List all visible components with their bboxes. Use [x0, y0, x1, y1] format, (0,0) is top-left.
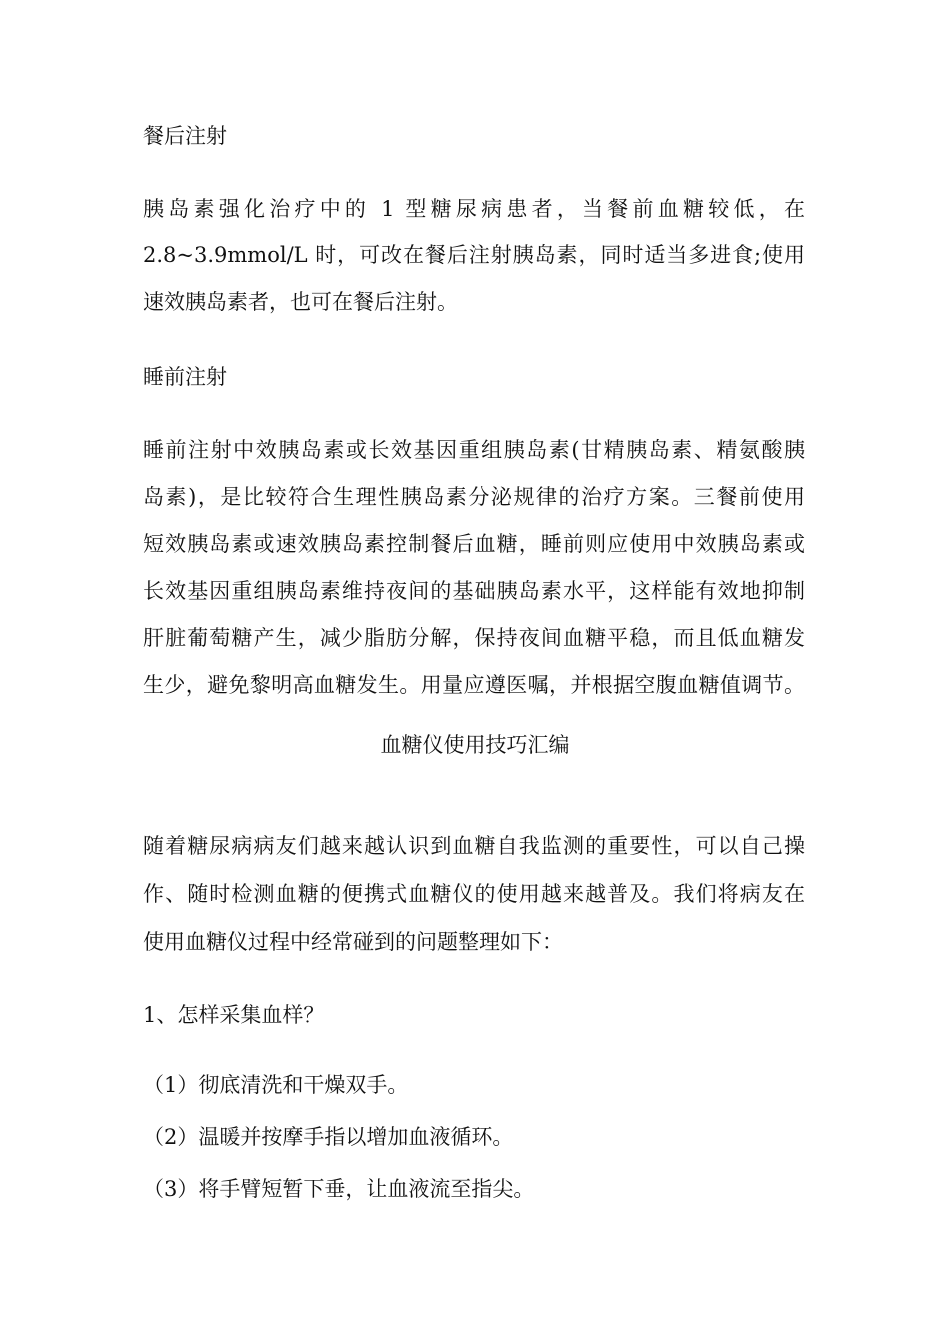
paragraph-line: 作、随时检测血糖的便携式血糖仪的使用越来越普及。我们将病友在 [143, 882, 805, 906]
paragraph-line: 胰岛素强化治疗中的 1 型糖尿病患者，当餐前血糖较低，在 [143, 197, 805, 221]
paragraph-line: 岛素)，是比较符合生理性胰岛素分泌规律的治疗方案。三餐前使用 [143, 485, 805, 509]
list-item: （3）将手臂短暂下垂，让血液流至指尖。 [143, 1177, 535, 1201]
heading-after-meal-injection: 餐后注射 [143, 124, 227, 148]
paragraph-line: 使用血糖仪过程中经常碰到的问题整理如下： [143, 930, 563, 954]
list-item: （2）温暖并按摩手指以增加血液循环。 [143, 1125, 514, 1149]
paragraph-line: 速效胰岛素者，也可在餐后注射。 [143, 290, 458, 314]
paragraph-line: 睡前注射中效胰岛素或长效基因重组胰岛素(甘精胰岛素、精氨酸胰 [143, 438, 805, 462]
question-heading: 1、怎样采集血样？ [143, 1003, 325, 1027]
paragraph-line: 长效基因重组胰岛素维持夜间的基础胰岛素水平，这样能有效地抑制 [143, 579, 805, 603]
paragraph-line: 随着糖尿病病友们越来越认识到血糖自我监测的重要性，可以自己操 [143, 834, 805, 858]
section-title: 血糖仪使用技巧汇编 [380, 733, 570, 757]
heading-bedtime-injection: 睡前注射 [143, 365, 227, 389]
paragraph-line: 2.8~3.9mmol/L 时，可改在餐后注射胰岛素，同时适当多进食;使用 [143, 243, 805, 267]
paragraph-line: 肝脏葡萄糖产生，减少脂肪分解，保持夜间血糖平稳，而且低血糖发 [143, 626, 805, 650]
paragraph-line: 短效胰岛素或速效胰岛素控制餐后血糖，睡前则应使用中效胰岛素或 [143, 532, 805, 556]
paragraph-line: 生少，避免黎明高血糖发生。用量应遵医嘱，并根据空腹血糖值调节。 [143, 673, 805, 697]
list-item: （1）彻底清洗和干燥双手。 [143, 1073, 409, 1097]
